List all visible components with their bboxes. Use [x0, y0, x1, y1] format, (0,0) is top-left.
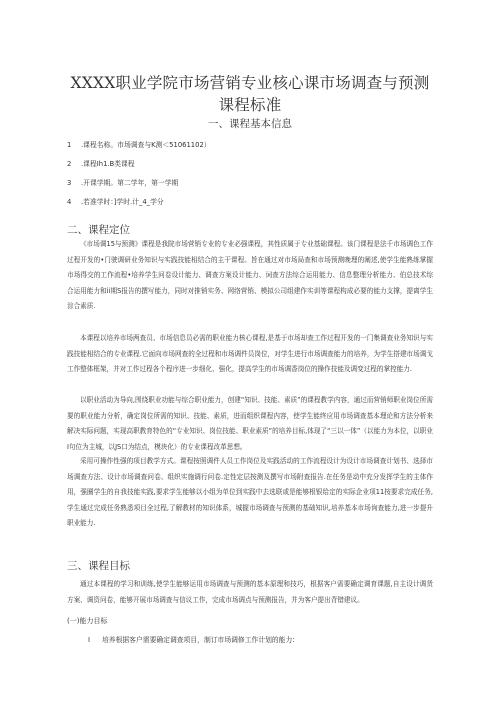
section-2-paragraph: 《市场调15与预测》课程是我院市场营销专业的专业必强课程，其性质属于专业基础课程。该门课程是法千市场调色工作过程开发的•门驶调研业务知识与实践技能相结合的主干课程。旨在通过对市场局查和市场预测晚理的阐述,使学生能熟练掌握市场得交的工作流程•培养学生问卷设计能力、调查方案设计能力、词查方法综合运用能力、信息整理分析能力、伯总技术综合运用能力和ii期S报告的撰写能力，同时对推销实务、网络营销、模拟公司组建作实训等课程构成必要的能力支撑，提离学生淙合素质.	[67, 240, 433, 311]
info-item	[67, 196, 164, 206]
info-item-number: 2	[67, 160, 72, 168]
document-title-line-1: XXXX职业学院市场营销专业核心课市场调查与预测	[70, 74, 430, 92]
info-item-number: 4	[67, 198, 72, 206]
info-item	[67, 158, 135, 168]
document-title-line-2: 课程标准	[218, 96, 282, 114]
ability-goal-item	[88, 634, 295, 644]
info-item-text: .若准学时：]学时.计_4_学分	[81, 198, 164, 206]
info-item-text: .开课学期。第二学年，第一学期	[81, 179, 179, 187]
info-item-text: .课程Ih1.B类课程	[81, 160, 135, 168]
section-2-paragraph: 以职业活动为导向,围绕职业功能与综合职业能力，创建“知识、技能、素质”的课程教学内容，通过而营销师职业岗位所需要的职业能力分析，确定岗位所需的知识、技能、素质，进而组织课程内容，使学生能终应用市场调查基本理论和方法分析来解决实际问题，实现高职教育特色的“专业知识、岗位技能、职业素质”的培养目标,体现了“三以一体”（以能力为本位，以职业I句位为主城，以JS口为结点，模块化）的专业课程改革思想。	[67, 396, 433, 451]
info-item	[67, 177, 178, 187]
section-3-heading: 三、课程目标	[67, 560, 130, 572]
section-2-paragraph: 本课程以培养市场两查员、市场信息员必需的职业能力核心课程,是基于市场却查工作过程开发的一门集调查业务知识与实践技能相结合的专业课程.它面向市场网查的全过程和市场调件员岗位，对学生进行市场调查能力的培养，为学生搭建市场调戈工作整体框架，并对工作过程各个程序进一步细化、强化，提高学生的市场调香岗位的操作技能及调变过程的掌控能力.	[67, 334, 433, 374]
section-3-paragraph: 通过本课程的学习和训练,使学生能够运用市场调查与预测的基本原理和技巧，根据客户需要确定调育课题,自主设计调货方案、调资问卷，能够开展市场调查与信议工作，完成市场调点与预测报告，并为客户提出背错建议。	[67, 580, 433, 604]
ability-goal-text: 培养根据客户需要确定调查项目，制订市场调修工作计划的能力:	[102, 636, 295, 644]
section-2-paragraph: 采用可操作性强的项目教学方式。课程按照调件人员工作岗位及实践活动的工作流程设计为设计市场调查计划书、选择市场调查方法、设计市场调查问卷、组织实施调行问卷.定性定层按测及撰写市场附查报告.在任务是动中充分发挥学生的主体作用，强圈学生的自我技能实践,要求学生能够以小组为单位到实践中去选联或是能够根银给定的实际企业项11按要求完成任务,学生通过完成任务熟悉项目全过程,了解教材的知识体系，城握市场调查与预测的基础知识,培养基本市场询查能力,进一步提升职业能力.	[67, 457, 433, 528]
info-item-text: .课程名称。市场调查与K测＜51061102）	[81, 141, 211, 149]
info-item	[67, 139, 211, 149]
section-2-heading: 二、课程定位	[67, 224, 130, 236]
info-item-number: 1	[67, 141, 72, 149]
info-item-number: 3	[67, 179, 72, 187]
ability-goals-subheading: (一)能力目标	[67, 617, 108, 625]
ability-goal-number: I	[88, 636, 91, 644]
section-1-heading: 一、课程基本信息	[208, 118, 292, 130]
